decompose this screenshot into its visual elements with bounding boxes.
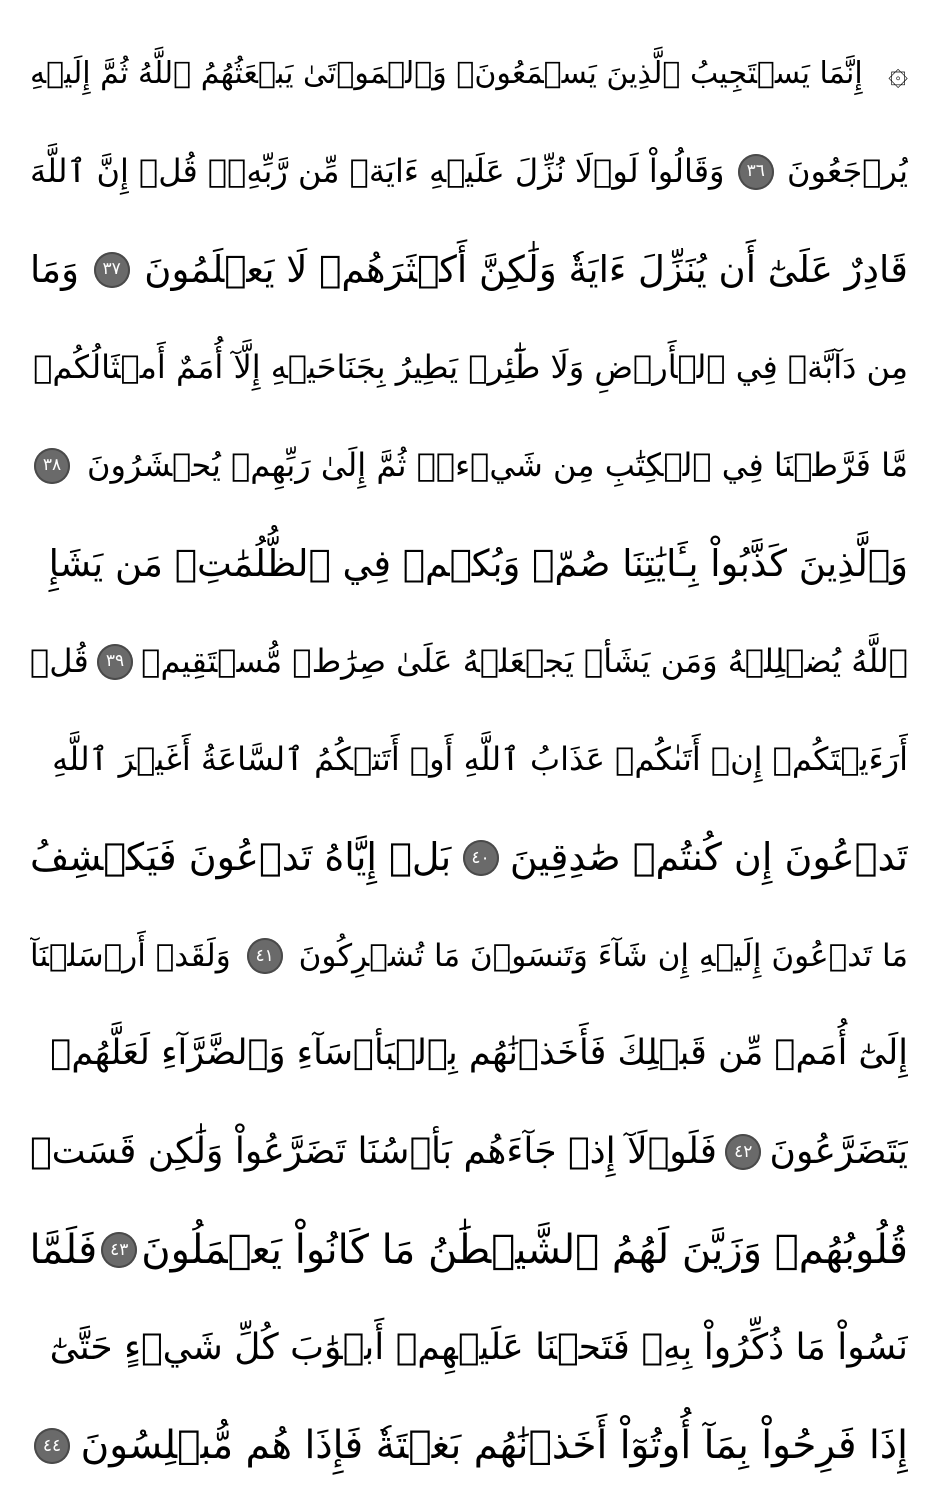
verse-line-5 (30, 420, 908, 511)
verse-text: فَلَمَّا (30, 1227, 98, 1274)
verse-line-12 (30, 1107, 908, 1198)
verse-text: أَرَءَيۡتَكُمۡ إِنۡ أَتَىٰكُمۡ عَذَابُ ٱللَّهِ أَوۡ أَتَتۡكُمُ ٱلسَّاعَةُ أَغَيۡرَ ٱللَّهِ (52, 740, 908, 779)
verse-text: بَلۡ إِيَّاهُ تَدۡعُونَ فَيَكۡشِفُ (30, 835, 452, 880)
verse-lines (30, 28, 908, 1492)
verse-line-14 (30, 1303, 908, 1394)
ayah-number-marker: ٣٨ (34, 448, 70, 484)
verse-text: يَتَضَرَّعُونَ (769, 1130, 908, 1172)
verse-line-4 (30, 322, 908, 413)
verse-text: نَسُواْ مَا ذُكِّرُواْ بِهِۦ فَتَحۡنَا عَلَيۡهِمۡ أَبۡوَٰبَ كُلِّ شَيۡءٍ حَتَّىٰٓ (49, 1326, 908, 1368)
ayah-number-marker: ٣٦ (738, 154, 774, 190)
verse-text: مَا تَدۡعُونَ إِلَيۡهِ إِن شَآءَ وَتَنسَوۡنَ مَا تُشۡرِكُونَ (298, 937, 908, 974)
verse-text: قُلۡ (30, 642, 89, 681)
verse-line-9 (30, 813, 908, 904)
ayah-number-marker: ٤٣ (101, 1232, 137, 1268)
ayah-number-marker: ٤٢ (725, 1134, 761, 1170)
verse-text: وَقَالُواْ لَوۡلَا نُزِّلَ عَلَيۡهِ ءَايَةٞ مِّن رَّبِّهِۦۚ قُلۡ إِنَّ ٱللَّهَ (30, 151, 725, 190)
verse-text: قُلُوبُهُمۡ وَزَيَّنَ لَهُمُ ٱلشَّيۡطَٰنُ مَا كَانُواْ يَعۡمَلُونَ (141, 1227, 908, 1274)
ayah-number-marker: ٤١ (247, 938, 283, 974)
verse-line-2 (30, 126, 908, 217)
verse-line-7 (30, 616, 908, 707)
verse-text: يُرۡجَعُونَ (786, 151, 908, 190)
verse-text: ٱللَّهُ يُضۡلِلۡهُ وَمَن يَشَأۡ يَجۡعَلۡهُ عَلَىٰ صِرَٰطٖ مُّسۡتَقِيمٖ (141, 642, 908, 681)
rub-el-hizb-icon: ۞ (888, 53, 908, 94)
verse-text: إِلَىٰٓ أُمَمٖ مِّن قَبۡلِكَ فَأَخَذۡنَٰهُم بِٱلۡبَأۡسَآءِ وَٱلضَّرَّآءِ لَعَلَّهُمۡ (50, 1033, 908, 1074)
ayah-number-marker: ٣٩ (97, 644, 133, 680)
verse-text: تَدۡعُونَ إِن كُنتُمۡ صَٰدِقِينَ (509, 835, 908, 880)
verse-line-3 (30, 224, 908, 315)
verse-text: إِنَّمَا يَسۡتَجِيبُ ٱلَّذِينَ يَسۡمَعُونَۘ وَٱلۡمَوۡتَىٰ يَبۡعَثُهُمُ ٱللَّهُ ثُمَّ إِلَيۡهِ (30, 56, 863, 91)
verse-text: مِن دَآبَّةٖ فِي ٱلۡأَرۡضِ وَلَا طَٰٓئِرٖ يَطِيرُ بِجَنَاحَيۡهِ إِلَّآ أُمَمٌ أَمۡثَالُكُمۚ (33, 347, 908, 386)
ayah-number-marker: ٤٠ (463, 840, 499, 876)
verse-text: مَّا فَرَّطۡنَا فِي ٱلۡكِتَٰبِ مِن شَيۡءٖۚ ثُمَّ إِلَىٰ رَبِّهِمۡ يُحۡشَرُونَ (86, 445, 908, 484)
verse-line-1 (30, 28, 908, 119)
verse-text: وَمَا (30, 247, 79, 291)
verse-line-6 (30, 518, 908, 609)
verse-line-15 (30, 1401, 908, 1492)
verse-line-8 (30, 714, 908, 805)
verse-text: وَلَقَدۡ أَرۡسَلۡنَآ (30, 937, 231, 974)
verse-text: فَلَوۡلَآ إِذۡ جَآءَهُم بَأۡسُنَا تَضَرَّعُواْ وَلَٰكِن قَسَتۡ (30, 1130, 717, 1172)
verse-text: وَٱلَّذِينَ كَذَّبُواْ بِـَٔايَٰتِنَا صُمّٞ وَبُكۡمٞ فِي ٱلظُّلُمَٰتِۗ مَن يَشَإِ (48, 541, 908, 585)
ayah-number-marker: ٣٧ (94, 252, 130, 288)
verse-text: قَادِرٌ عَلَىٰٓ أَن يُنَزِّلَ ءَايَةٗ وَلَٰكِنَّ أَكۡثَرَهُمۡ لَا يَعۡلَمُونَ (144, 247, 908, 291)
ayah-number-marker: ٤٤ (34, 1428, 70, 1464)
verse-line-10 (30, 911, 908, 1002)
verse-line-13 (30, 1205, 908, 1296)
verse-text: إِذَا فَرِحُواْ بِمَآ أُوتُوٓاْ أَخَذۡنَٰهُم بَغۡتَةٗ فَإِذَا هُم مُّبۡلِسُونَ (80, 1423, 908, 1469)
verse-line-11 (30, 1009, 908, 1100)
